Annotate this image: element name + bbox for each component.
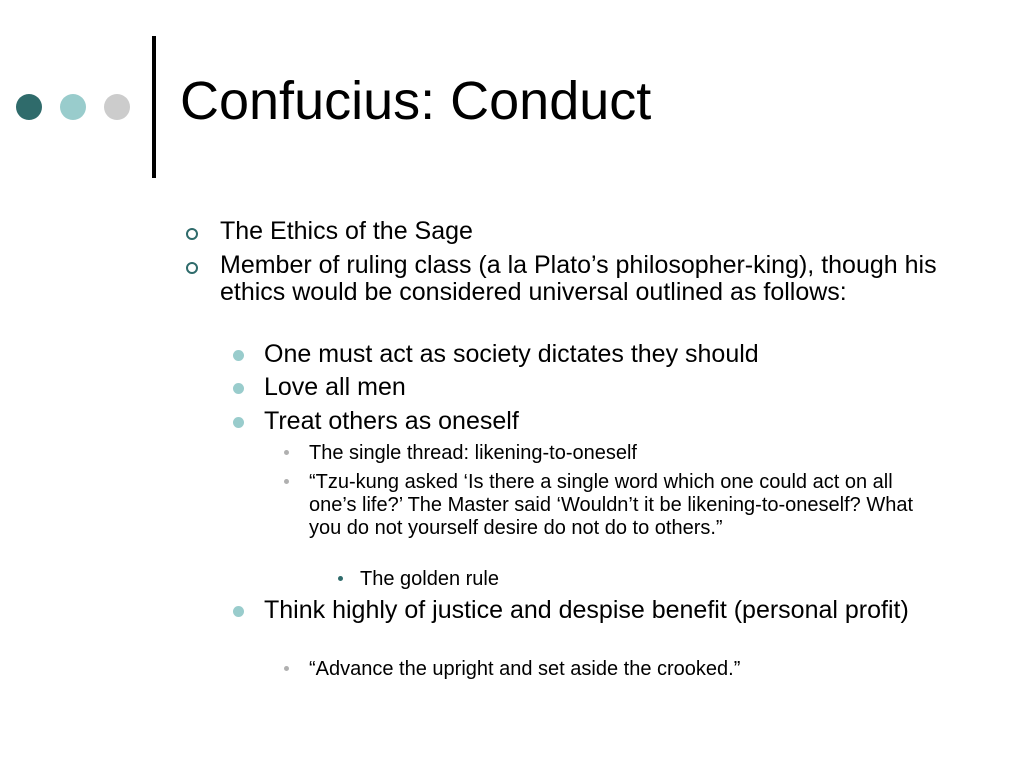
grey-dot-icon [104,94,130,120]
small-dot-bullet-icon [284,450,289,455]
filled-circle-bullet-icon [233,417,244,428]
hollow-circle-bullet-icon [186,262,198,274]
sub-bullet-item [264,408,944,435]
bullet-text: Think highly of justice and despise benefit (personal profit) [264,596,909,624]
sub-bullet-item [264,374,944,401]
bullet-text: The single thread: likening-to-oneself [309,442,637,464]
bullet-text: One must act as society dictates they should [264,340,759,368]
bullet-item [220,218,940,245]
small-dot-bullet-icon [284,479,289,484]
sub-sub-bullet-item [309,658,949,681]
small-dot-bullet-icon [284,666,289,671]
bullet-text: Member of ruling class (a la Plato’s philosopher-king), though his ethics would be considered universal outlined as follows: [220,251,937,306]
hollow-circle-bullet-icon [186,228,198,240]
bullet-text: Love all men [264,373,406,401]
filled-circle-bullet-icon [233,606,244,617]
filled-circle-bullet-icon [233,350,244,361]
light-teal-dot-icon [60,94,86,120]
bullet-text: “Advance the upright and set aside the crooked.” [309,658,741,680]
bullet-item [220,252,940,306]
bullet-text: The golden rule [360,568,499,590]
filled-circle-bullet-icon [233,383,244,394]
sub-bullet-item [264,597,944,624]
sub-sub-bullet-item [309,471,919,540]
small-dot-bullet-icon [338,576,343,581]
bullet-text: “Tzu-kung asked ‘Is there a single word which one could act on all one’s life?’ The Master said ‘Wouldn’t it be likening-to-oneself? What you do not yourself desire do not do to others.” [309,471,914,539]
level-four-bullet-item [360,568,940,591]
bullet-text: Treat others as oneself [264,407,519,435]
sub-bullet-item [264,341,944,368]
bullet-text: The Ethics of the Sage [220,217,473,245]
title-divider [152,36,156,178]
dark-teal-dot-icon [16,94,42,120]
slide-title: Confucius: Conduct [180,71,652,131]
sub-sub-bullet-item [309,442,949,465]
